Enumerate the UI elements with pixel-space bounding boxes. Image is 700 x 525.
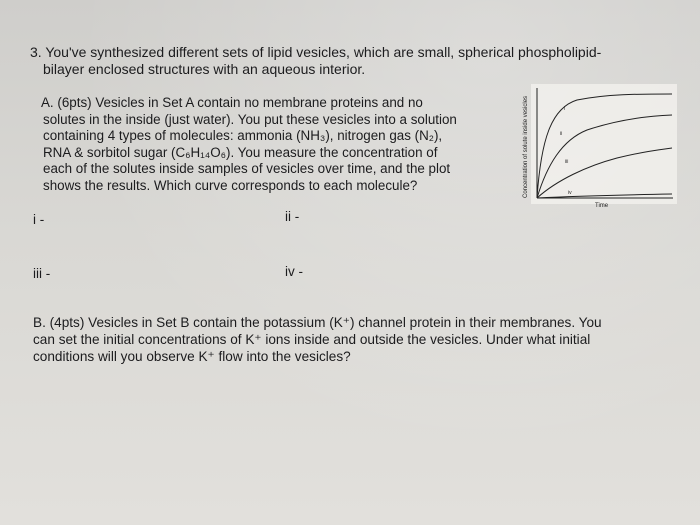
part-a-line: containing 4 types of molecules: ammonia (NH₃), nitrogen gas (N₂), — [43, 128, 443, 144]
part-b-line: can set the initial concentrations of K⁺ ions inside and outside the vesicles. Under what initial — [33, 332, 591, 347]
part-a-line: solutes in the inside (just water). You put these vesicles into a solution — [43, 111, 457, 127]
curve-label-ii: ii — [560, 131, 563, 137]
question-title — [30, 44, 670, 78]
part-a-line: RNA & sorbitol sugar (C₆H₁₄O₆). You measure the concentration of — [43, 144, 438, 160]
question-title-line2: bilayer enclosed structures with an aqueous interior. — [43, 61, 366, 77]
answer-blank-ii: ii - — [285, 209, 300, 224]
part-a-line: shows the results. Which curve corresponds to each molecule? — [43, 177, 418, 193]
graph-x-axis-label: Time — [595, 203, 609, 209]
part-a-line: each of the solutes inside samples of vesicles over time, and the plot — [43, 161, 451, 177]
question-title-line1: 3. You've synthesized different sets of lipid vesicles, which are small, spherical phospholipid- — [30, 44, 602, 60]
curve-label-iv: iv — [568, 190, 572, 196]
graph-y-axis-label: Concentration of solute inside vesicles — [523, 95, 529, 198]
part-b-text — [33, 314, 673, 365]
answer-blank-iv: iv - — [285, 264, 303, 279]
answer-blank-iii: iii - — [33, 266, 51, 281]
part-a-line: A. (6pts) Vesicles in Set A contain no membrane proteins and no — [41, 95, 423, 110]
part-b-line: B. (4pts) Vesicles in Set B contain the potassium (K⁺) channel protein in their membranes. You — [33, 315, 602, 330]
part-a-text — [41, 95, 501, 195]
answer-blank-i: i - — [33, 212, 45, 227]
concentration-time-graph — [517, 80, 677, 215]
curve-label-i: i — [564, 106, 566, 112]
part-b-line: conditions will you observe K⁺ flow into the vesicles? — [33, 349, 351, 364]
curve-label-iii: iii — [565, 159, 569, 165]
